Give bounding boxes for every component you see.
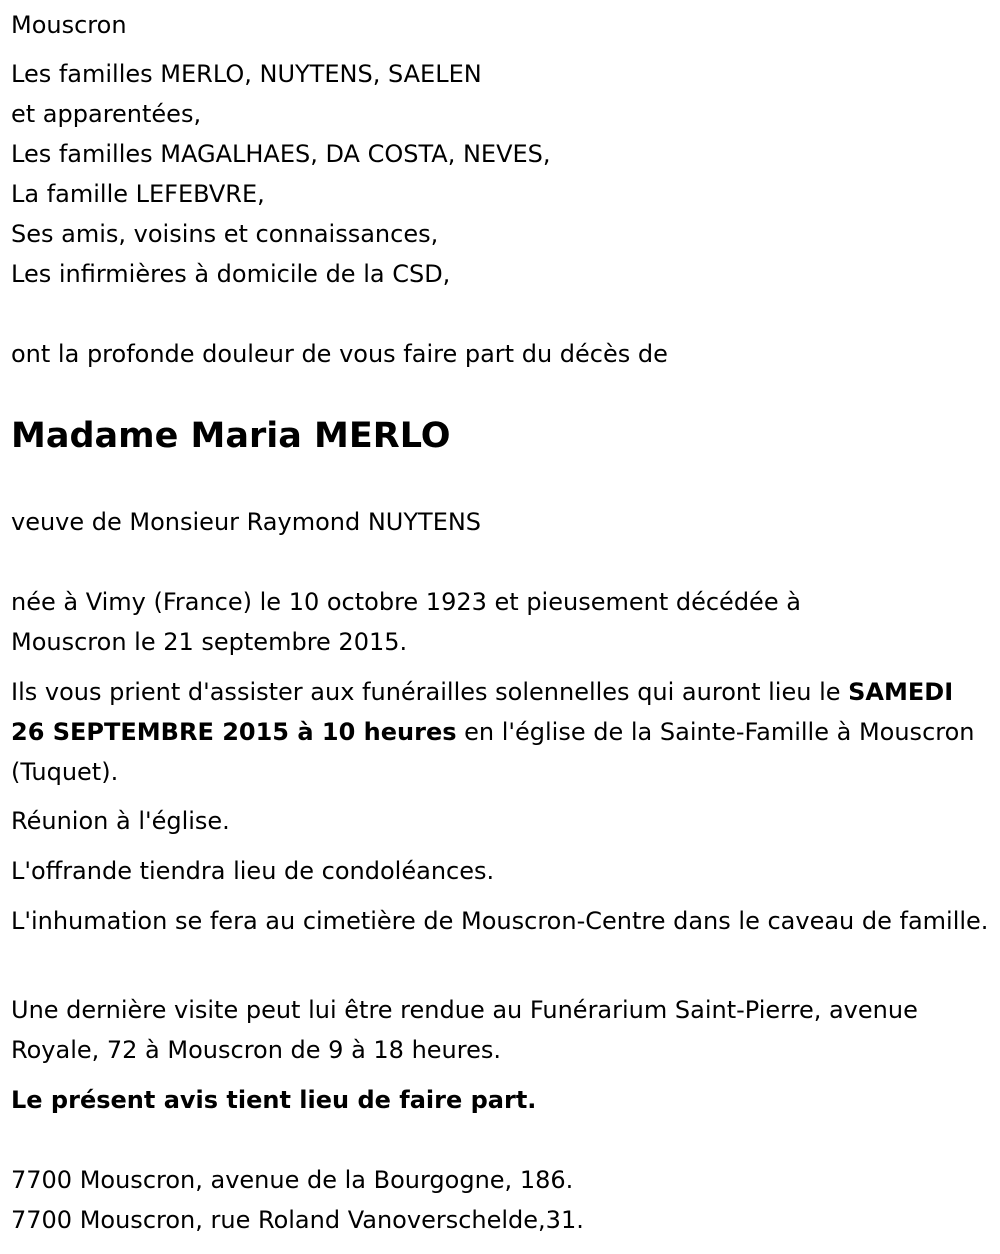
widow-of-text: veuve de Monsieur Raymond NUYTENS (11, 508, 482, 536)
family-line: Les infirmières à domicile de la CSD, (11, 260, 451, 288)
families-list (11, 54, 551, 294)
burial-text: L'inhumation se fera au cimetière de Mouscron-Centre dans le caveau de famille. (11, 907, 989, 935)
funeral-paragraph (11, 672, 986, 792)
meeting-text: Réunion à l'église. (11, 807, 230, 835)
birth-death-text: née à Vimy (France) le 10 octobre 1923 et pieusement décédée à Mouscron le 21 septembre 2015. (11, 588, 801, 656)
address-line: 7700 Mouscron, rue Roland Vanoverschelde,31. (11, 1206, 584, 1234)
funeral-date-time: SAMEDI 26 SEPTEMBRE 2015 à 10 heures (11, 678, 954, 746)
family-line: Ses amis, voisins et connaissances, (11, 220, 439, 248)
family-line: Les familles MERLO, NUYTENS, SAELEN (11, 60, 482, 88)
addresses-list (11, 1160, 584, 1240)
funeral-place: en l'église de la Sainte-Famille à Mouscron (Tuquet). (11, 718, 975, 786)
family-line: Les familles MAGALHAES, DA COSTA, NEVES, (11, 140, 551, 168)
family-line: La famille LEFEBVRE, (11, 180, 265, 208)
deceased-name: Madame Maria MERLO (11, 416, 451, 456)
address-line: 7700 Mouscron, avenue de la Bourgogne, 186. (11, 1166, 574, 1194)
offering-text: L'offrande tiendra lieu de condoléances. (11, 857, 495, 885)
family-line: et apparentées, (11, 100, 202, 128)
location-heading: Mouscron (11, 11, 127, 39)
announcement-text: ont la profonde douleur de vous faire part du décès de (11, 340, 668, 368)
visit-text: Une dernière visite peut lui être rendue au Funérarium Saint-Pierre, avenue Royale, 72 à Mouscron de 9 à 18 heures. (11, 996, 918, 1064)
notice-text: Le présent avis tient lieu de faire part. (11, 1086, 537, 1114)
funeral-intro: Ils vous prient d'assister aux funérailles solennelles qui auront lieu le (11, 678, 841, 706)
